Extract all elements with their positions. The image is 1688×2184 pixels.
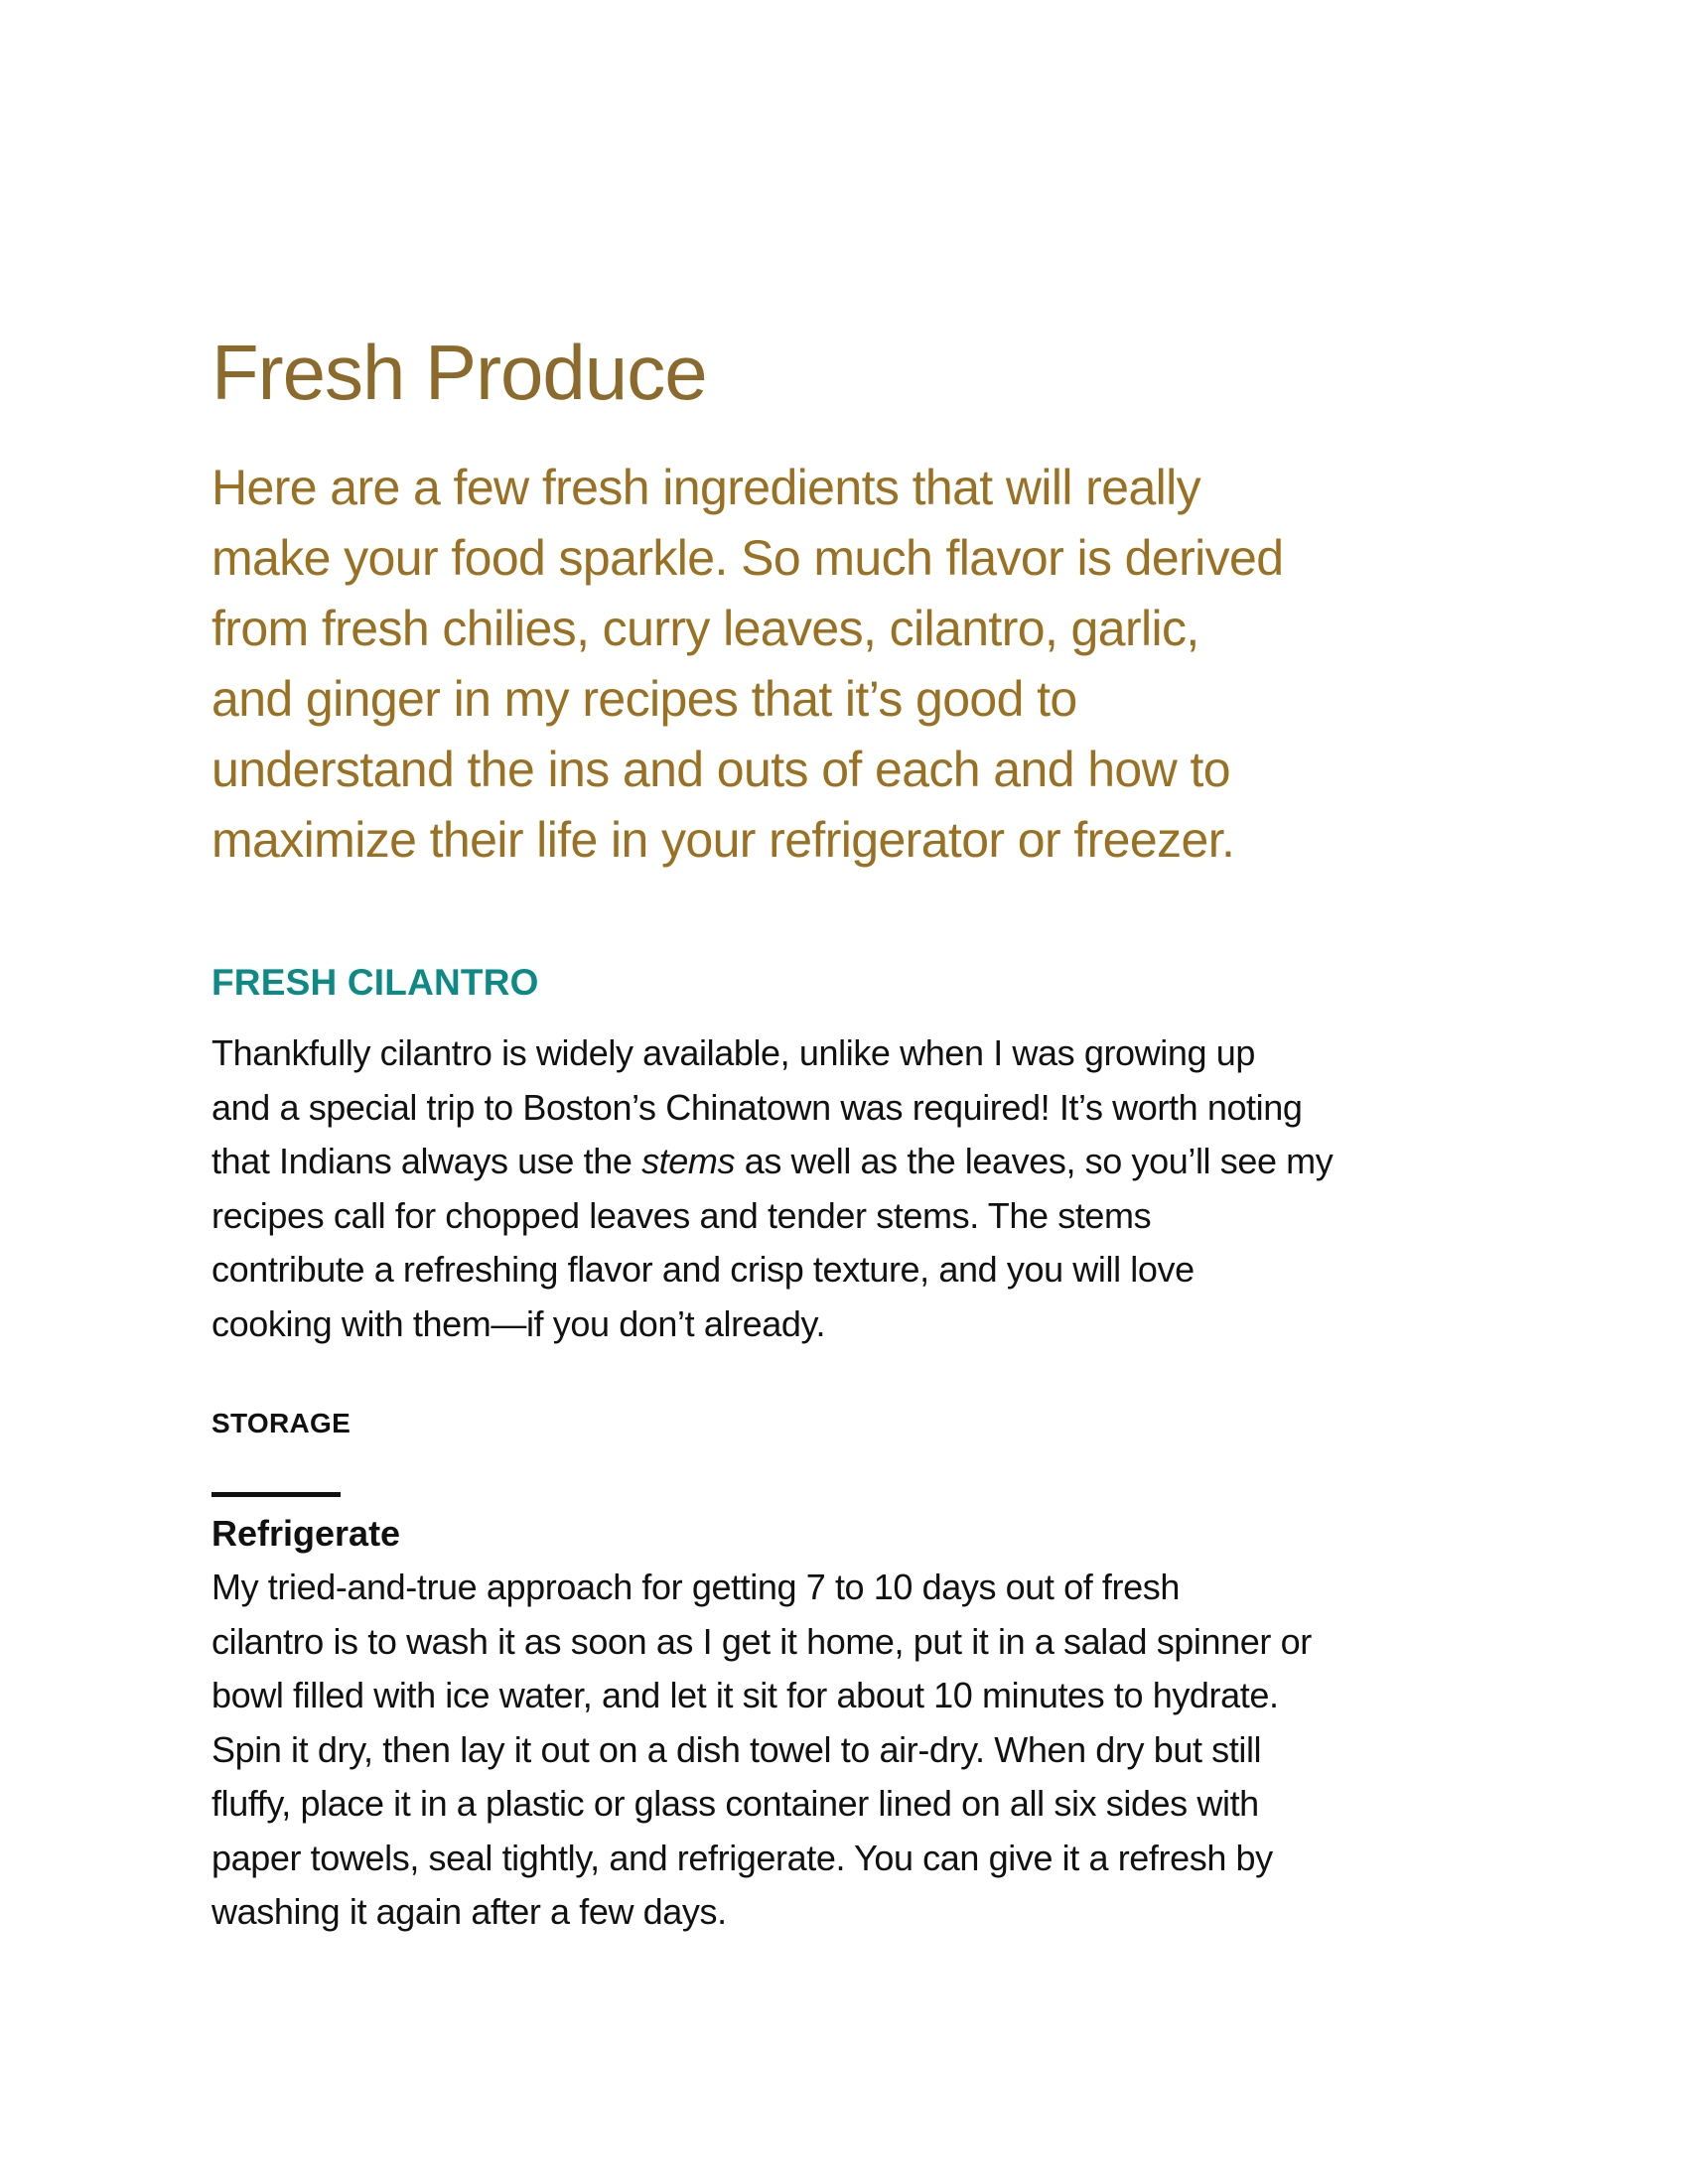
intro-line: and ginger in my recipes that it’s good to: [211, 671, 1077, 727]
body-line: Thankfully cilantro is widely available, unlike when I was growing up: [211, 1032, 1255, 1073]
body-line: Spin it dry, then lay it out on a dish towel to air-dry. When dry but still: [211, 1728, 1262, 1770]
intro-paragraph: [211, 453, 1502, 876]
refrigerate-heading: Refrigerate: [211, 1513, 401, 1554]
body-line: cilantro is to wash it as soon as I get it home, put it in a salad spinner or: [211, 1620, 1312, 1662]
body-line: washing it again after a few days.: [211, 1891, 727, 1932]
body-line-start: that Indians always use the: [211, 1141, 642, 1181]
emphasis-stems: stems: [641, 1141, 736, 1181]
page-title: Fresh Produce: [211, 329, 707, 416]
section-heading-fresh-cilantro: FRESH CILANTRO: [211, 962, 539, 1003]
refrigerate-paragraph: [211, 1561, 1502, 1940]
body-line-end: as well as the leaves, so you’ll see my: [735, 1141, 1334, 1181]
body-line: paper towels, seal tightly, and refrigerate. You can give it a refresh by: [211, 1837, 1273, 1878]
intro-line: make your food sparkle. So much flavor is derived: [211, 530, 1284, 586]
body-line: recipes call for chopped leaves and tender stems. The stems: [211, 1194, 1152, 1236]
document-page: [211, 328, 1502, 1940]
cilantro-paragraph: [211, 1026, 1502, 1351]
body-line: contribute a refreshing flavor and crisp texture, and you will love: [211, 1249, 1195, 1290]
intro-line: Here are a few fresh ingredients that will really: [211, 460, 1201, 515]
body-line: bowl filled with ice water, and let it sit for about 10 minutes to hydrate.: [211, 1675, 1279, 1715]
body-line: cooking with them—if you don’t already.: [211, 1302, 826, 1344]
intro-line: understand the ins and outs of each and how to: [211, 742, 1230, 797]
intro-line: from fresh chilies, curry leaves, cilantro, garlic,: [211, 601, 1199, 656]
storage-label: STORAGE: [211, 1408, 352, 1438]
divider-rule: [211, 1492, 341, 1497]
body-line: My tried-and-true approach for getting 7 to 10 days out of fresh: [211, 1567, 1180, 1607]
intro-line: maximize their life in your refrigerator or freezer.: [211, 812, 1235, 868]
body-line: fluffy, place it in a plastic or glass container lined on all six sides with: [211, 1783, 1259, 1824]
body-line: and a special trip to Boston’s Chinatown was required! It’s worth noting: [211, 1086, 1303, 1128]
